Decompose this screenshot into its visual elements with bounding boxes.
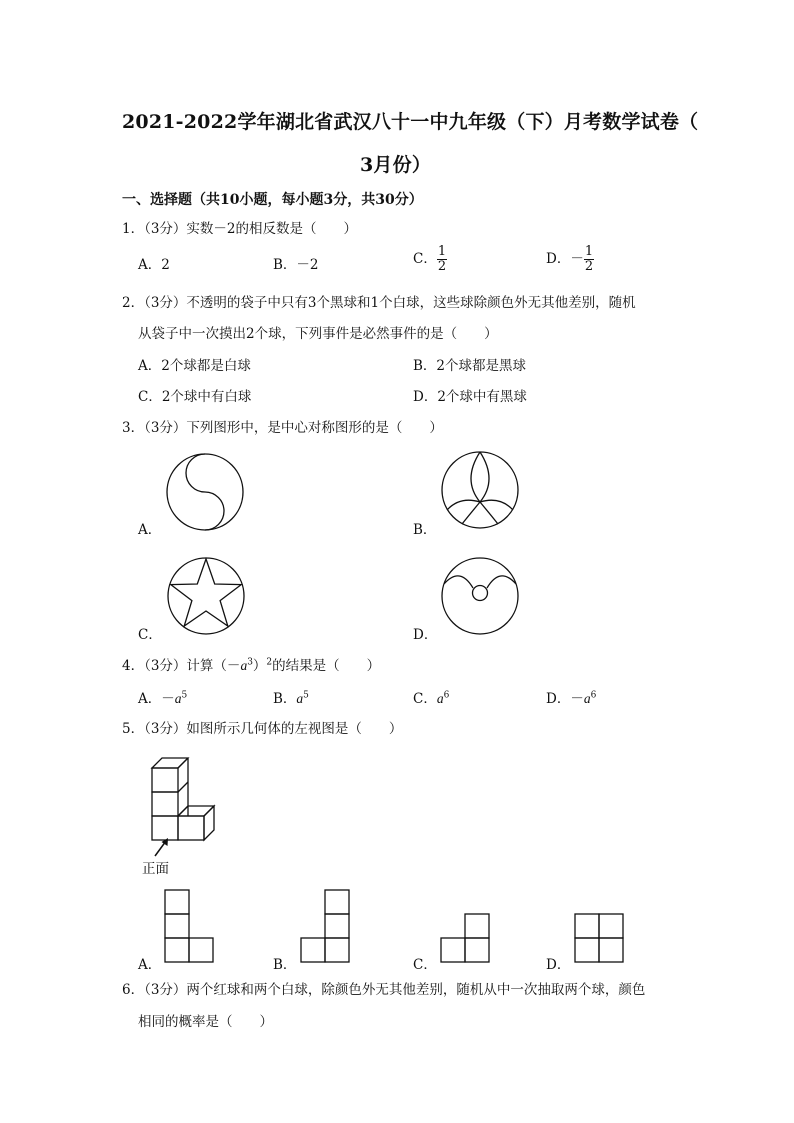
q5-figure-c: [440, 912, 492, 964]
q4-option-a: [138, 687, 187, 707]
q4-option-c-variable: a: [436, 691, 444, 706]
q4-option-d: [546, 687, 596, 707]
q1-option-c-label: C．: [413, 251, 437, 267]
q2-stem-line2: 从袋子中一次摸出2个球，下列事件是必然事件的是（ ）: [138, 326, 498, 342]
q6-stem-line2: 相同的概率是（ ）: [138, 1014, 273, 1030]
q3-option-b-label: B．: [413, 522, 437, 538]
q1-option-d: [546, 245, 594, 274]
q3-stem: 3．（3分）下列图形中，是中心对称图形的是（ ）: [122, 420, 443, 436]
q5-figure-d: [574, 912, 626, 964]
page-title-line1: 2021-2022学年湖北省武汉八十一中九年级（下）月考数学试卷（: [122, 111, 699, 133]
q1-option-c-numerator: 1: [437, 244, 447, 259]
q1-option-d-label: D．－: [546, 251, 584, 267]
q5-figure-a: [164, 888, 216, 964]
q1-option-c: [413, 245, 447, 274]
q3-figure-b: [440, 450, 520, 530]
q3-option-a-label: A．: [138, 522, 162, 538]
q1-option-d-denominator: 2: [584, 259, 594, 274]
q4-option-d-prefix: D．－: [546, 691, 584, 707]
q4-option-b: [273, 687, 309, 707]
q6-stem-line1: 6．（3分）两个红球和两个白球，除颜色外无其他差别，随机从中一次抽取两个球，颜色: [122, 982, 646, 998]
q2-option-a: A．2个球都是白球: [138, 358, 251, 374]
q5-option-a-label: A．: [138, 957, 162, 973]
q4-stem-suffix: 的结果是（ ）: [272, 658, 381, 674]
q3-figure-a: [165, 452, 245, 532]
q4-option-a-exponent: 5: [181, 690, 188, 701]
q5-option-c-label: C．: [413, 957, 437, 973]
q4-option-b-variable: a: [296, 691, 304, 706]
q4-option-a-variable: a: [174, 691, 182, 706]
q4-stem-exponent-outer: 2: [266, 657, 273, 668]
q3-figure-d: [440, 556, 520, 636]
q4-stem: [122, 654, 380, 674]
q1-stem: 1．（3分）实数－2的相反数是（ ）: [122, 221, 358, 237]
q4-option-d-variable: a: [583, 691, 591, 706]
q3-option-d-label: D．: [413, 627, 438, 643]
q4-stem-exponent-inner: 3: [247, 657, 253, 668]
q1-option-d-numerator: 1: [584, 244, 594, 259]
q3-option-c-label: C．: [138, 627, 162, 643]
q2-option-b: B．2个球都是黑球: [413, 358, 527, 374]
q4-stem-close-paren: ）: [252, 658, 267, 674]
q2-option-c: C．2个球中有白球: [138, 389, 252, 405]
q4-option-d-exponent: 6: [590, 690, 597, 701]
q4-option-c-exponent: 6: [443, 690, 450, 701]
q4-option-c: [413, 687, 449, 707]
q5-option-b-label: B．: [273, 957, 297, 973]
q2-option-d: D．2个球中有黑球: [413, 389, 527, 405]
q5-stem: 5．（3分）如图所示几何体的左视图是（ ）: [122, 721, 403, 737]
q5-front-label: 正面: [142, 861, 169, 877]
q4-option-c-prefix: C．: [413, 691, 437, 707]
q2-stem-line1: 2．（3分）不透明的袋子中只有3个黑球和1个白球，这些球除颜色外无其他差别，随机: [122, 295, 636, 311]
q1-option-a: A．2: [138, 257, 170, 273]
q4-option-b-exponent: 5: [303, 690, 309, 701]
q1-option-c-denominator: 2: [437, 259, 447, 274]
front-arrow-icon: [152, 836, 172, 858]
q5-option-d-label: D．: [546, 957, 571, 973]
q1-option-c-fraction: [437, 245, 447, 274]
q1-option-b: B．－2: [273, 257, 319, 273]
q1-option-d-fraction: [584, 245, 594, 274]
section-heading: 一、选择题（共10小题，每小题3分，共30分）: [122, 192, 423, 208]
q4-option-b-prefix: B．: [273, 691, 297, 707]
page-title-line2: 3月份）: [360, 154, 432, 176]
q3-figure-c: [166, 556, 246, 636]
q4-stem-variable: a: [240, 658, 248, 673]
q4-option-a-prefix: A．－: [138, 691, 175, 707]
q5-figure-b: [300, 888, 352, 964]
q4-stem-prefix: 4．（3分）计算（－: [122, 658, 241, 674]
